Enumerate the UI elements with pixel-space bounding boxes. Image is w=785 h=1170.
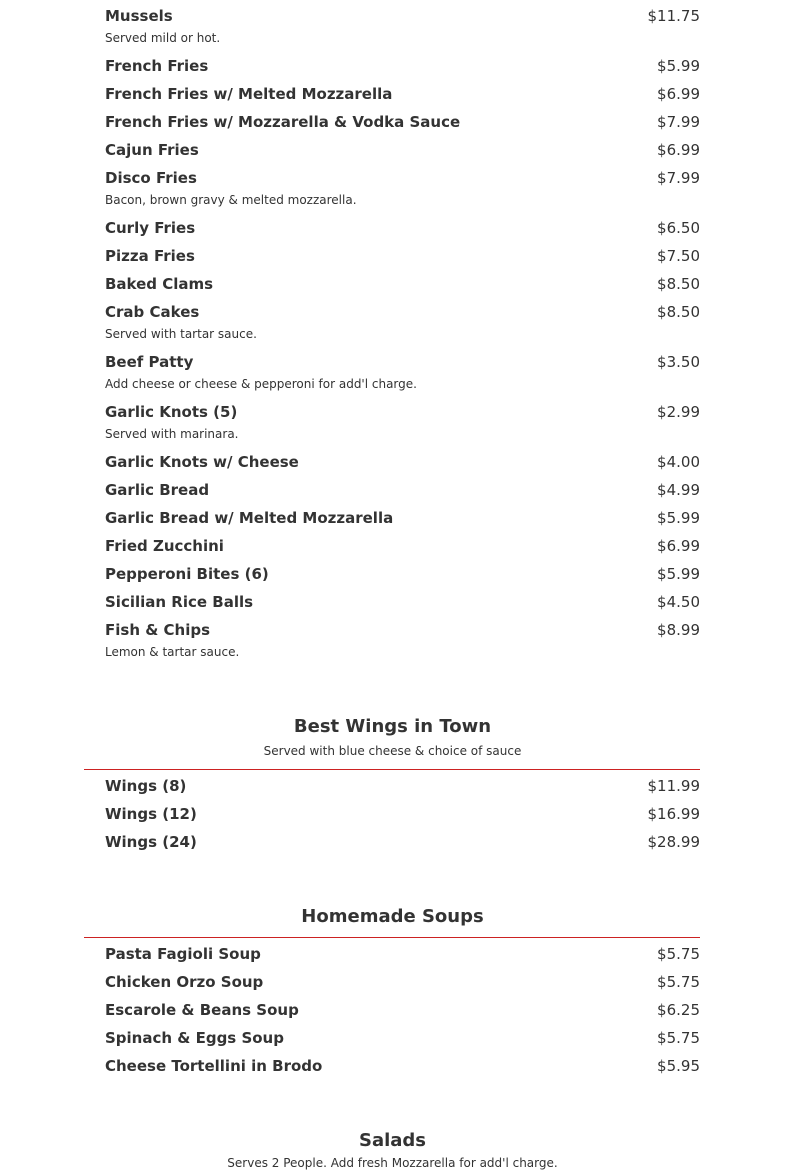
item-price: $5.99: [657, 57, 700, 75]
item-description: Lemon & tartar sauce.: [105, 645, 240, 659]
item-name: Garlic Bread: [105, 481, 210, 499]
item-price: $7.99: [657, 113, 700, 131]
section-subtitle-salads: Serves 2 People. Add fresh Mozzarella for add'l charge.: [227, 1156, 558, 1170]
item-name: Baked Clams: [105, 275, 214, 293]
item-price: $11.75: [647, 7, 700, 25]
item-price: $11.99: [647, 777, 700, 795]
item-name: Wings (12): [105, 805, 197, 823]
section-subtitle-wings: Served with blue cheese & choice of sauce: [263, 744, 522, 758]
item-name: Fried Zucchini: [105, 537, 224, 555]
section-title-soups: Homemade Soups: [301, 906, 484, 927]
item-price: $4.50: [657, 593, 700, 611]
item-price: $6.99: [657, 141, 700, 159]
item-price: $6.25: [657, 1001, 700, 1019]
item-price: $16.99: [647, 805, 700, 823]
item-price: $7.99: [657, 169, 700, 187]
section-title-wings: Best Wings in Town: [293, 716, 492, 737]
item-price: $3.50: [657, 353, 700, 371]
item-price: $8.50: [657, 275, 700, 293]
item-name: Sicilian Rice Balls: [105, 593, 254, 611]
section-title-salads: Salads: [358, 1130, 427, 1151]
item-price: $6.50: [657, 219, 700, 237]
section-divider: [84, 937, 700, 938]
item-name: French Fries w/ Melted Mozzarella: [105, 85, 393, 103]
item-name: Escarole & Beans Soup: [105, 1001, 299, 1019]
item-name: Garlic Bread w/ Melted Mozzarella: [105, 509, 394, 527]
item-price: $5.99: [657, 509, 700, 527]
item-price: $8.50: [657, 303, 700, 321]
item-price: $5.75: [657, 945, 700, 963]
section-divider: [84, 769, 700, 770]
item-price: $4.99: [657, 481, 700, 499]
item-price: $6.99: [657, 85, 700, 103]
item-name: Mussels: [105, 7, 173, 25]
item-description: Served mild or hot.: [105, 31, 221, 45]
item-name: Disco Fries: [105, 169, 197, 187]
item-name: Cajun Fries: [105, 141, 199, 159]
item-name: Curly Fries: [105, 219, 196, 237]
item-name: Wings (8): [105, 777, 187, 795]
item-price: $5.95: [657, 1057, 700, 1075]
item-price: $5.75: [657, 1029, 700, 1047]
item-name: Chicken Orzo Soup: [105, 973, 264, 991]
item-name: French Fries w/ Mozzarella & Vodka Sauce: [105, 113, 461, 131]
item-price: $5.75: [657, 973, 700, 991]
item-name: Spinach & Eggs Soup: [105, 1029, 284, 1047]
item-name: Wings (24): [105, 833, 197, 851]
item-price: $5.99: [657, 565, 700, 583]
item-description: Bacon, brown gravy & melted mozzarella.: [105, 193, 357, 207]
item-name: Garlic Knots w/ Cheese: [105, 453, 299, 471]
item-price: $4.00: [657, 453, 700, 471]
item-price: $6.99: [657, 537, 700, 555]
item-description: Served with marinara.: [105, 427, 239, 441]
item-price: $8.99: [657, 621, 700, 639]
item-description: Served with tartar sauce.: [105, 327, 257, 341]
item-price: $28.99: [647, 833, 700, 851]
item-name: Garlic Knots (5): [105, 403, 238, 421]
item-name: Beef Patty: [105, 353, 194, 371]
item-price: $2.99: [657, 403, 700, 421]
item-name: Pizza Fries: [105, 247, 195, 265]
item-description: Add cheese or cheese & pepperoni for add'l charge.: [105, 377, 417, 391]
item-name: Pepperoni Bites (6): [105, 565, 269, 583]
item-name: Fish & Chips: [105, 621, 211, 639]
item-name: French Fries: [105, 57, 209, 75]
item-price: $7.50: [657, 247, 700, 265]
item-name: Pasta Fagioli Soup: [105, 945, 261, 963]
item-name: Crab Cakes: [105, 303, 200, 321]
item-name: Cheese Tortellini in Brodo: [105, 1057, 323, 1075]
